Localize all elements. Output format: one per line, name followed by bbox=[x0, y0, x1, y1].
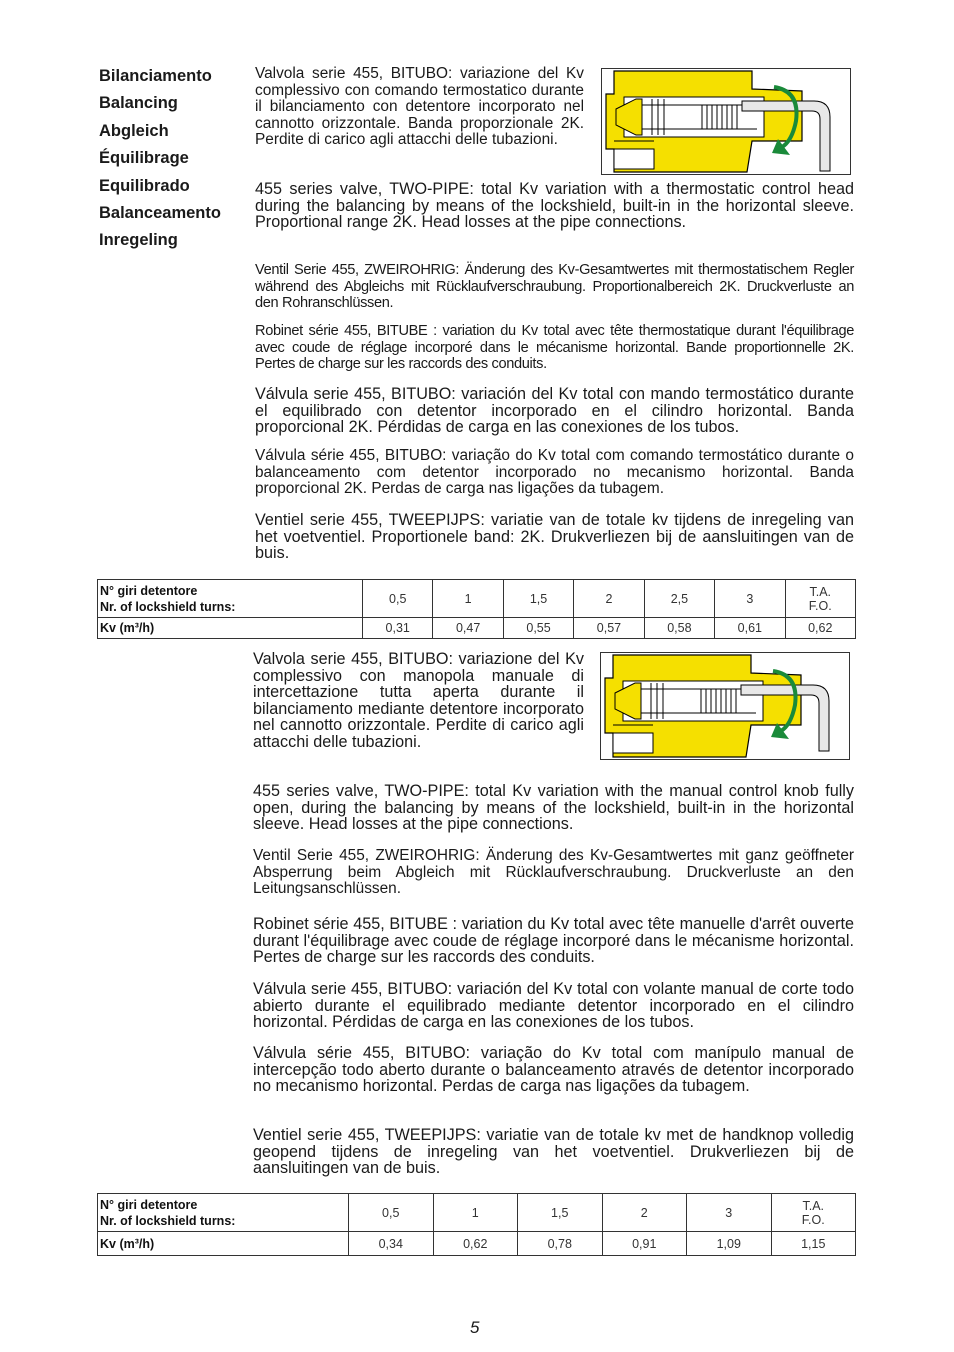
kv-cell: 0,31 bbox=[363, 618, 433, 639]
kv-cell: 0,57 bbox=[574, 618, 644, 639]
turns-cell: 0,5 bbox=[363, 580, 433, 618]
kv-cell: 0,34 bbox=[349, 1232, 434, 1256]
turns-cell: 1 bbox=[433, 1194, 518, 1232]
kv-label-cell: Kv (m³/h) bbox=[98, 618, 363, 639]
turns-cell: 3 bbox=[687, 1194, 772, 1232]
turns-cell: 0,5 bbox=[349, 1194, 434, 1232]
turns-cell: 1,5 bbox=[518, 1194, 603, 1232]
heading-de: Abgleich bbox=[99, 121, 169, 140]
section1-text-nl: Ventiel serie 455, TWEEPIJPS: variatie van de totale kv tijdens de inregeling van het voetventiel. Proportionele band: 2K. Drukverliezen bij de aansluitingen van de buis. bbox=[255, 511, 854, 563]
turns-cell: 3 bbox=[715, 580, 785, 618]
section1-text-fr: Robinet série 455, BITUBE : variation du Kv total avec tête thermostatique durant l'équilibrage avec coude de réglage incorporé dans le mécanisme horizontal. Bande proportionnelle 2K. Pertes de charge sur les raccords des conduits. bbox=[255, 323, 854, 373]
kv-table-manual bbox=[97, 1193, 856, 1256]
section2-text-pt: Válvula série 455, BITUBO: variação do Kv total com manípulo manual de intercepção todo aberto durante o balanceamento através de detentor incorporado no mecanismo horizontal. Perdas de carga nas ligações da tubagem. bbox=[253, 1044, 854, 1096]
kv-cell: 0,62 bbox=[433, 1232, 518, 1256]
turns-cell: 2 bbox=[602, 1194, 687, 1232]
section1-text-es: Válvula serie 455, BITUBO: variación del Kv total con mando termostático durante el equilibrado con detentor incorporado en el cilindro horizontal. Banda proporcional 2K. Pérdidas de carga en las conexiones de los tubos. bbox=[255, 385, 854, 437]
kv-table-thermostatic bbox=[97, 579, 856, 639]
turns-cell: 2,5 bbox=[644, 580, 714, 618]
section2-text-en: 455 series valve, TWO-PIPE: total Kv variation with the manual control knob fully open, during the balancing by means of the lockshield, built-in in the horizontal sleeve. Head losses at the pipe connections. bbox=[253, 782, 854, 834]
kv-cell: 0,91 bbox=[602, 1232, 687, 1256]
section2-text-it: Valvola serie 455, BITUBO: variazione del Kv complessivo con manopola manuale di intercettazione tutta aperta durante il bilanciamento mediante detentore incorporato nel cannotto orizzontale. Perdite di carico agli attacchi delle tubazioni. bbox=[253, 650, 584, 751]
section-headings bbox=[99, 63, 249, 255]
heading-fr: Équilibrage bbox=[99, 149, 189, 168]
turns-label-cell: N° giri detentore Nr. of lockshield turns: bbox=[98, 1194, 349, 1232]
kv-cell: 0,47 bbox=[433, 618, 503, 639]
section2-text-nl: Ventiel serie 455, TWEEPIJPS: variatie van de totale kv met de handknop volledig geopend tijdens de inregeling van het voetventiel. Drukverliezen bij de aansluitingen van de buis. bbox=[253, 1126, 854, 1178]
kv-cell: 0,62 bbox=[785, 618, 855, 639]
heading-en: Balancing bbox=[99, 94, 178, 113]
kv-label-cell: Kv (m³/h) bbox=[98, 1232, 349, 1256]
valve-figure-manual bbox=[600, 652, 850, 760]
turns-cell-fully-open: T.A. F.O. bbox=[771, 1194, 856, 1232]
heading-nl: Inregeling bbox=[99, 231, 178, 250]
page-number: 5 bbox=[470, 1318, 480, 1337]
section2-text-fr: Robinet série 455, BITUBE : variation du Kv total avec tête manuelle d'arrêt ouverte durant l'équilibrage avec coude de réglage incorporé dans le mécanisme horizontal. Pertes de charge sur les raccords des conduits. bbox=[253, 915, 854, 967]
kv-cell: 0,55 bbox=[503, 618, 573, 639]
section1-text-it: Valvola serie 455, BITUBO: variazione del Kv complessivo con comando termostatico durante il bilanciamento con detentore incorporato nel cannotto orizzontale. Banda proporzionale 2K. Perdite di carico agli attacchi delle tubazioni. bbox=[255, 65, 584, 149]
kv-cell: 0,78 bbox=[518, 1232, 603, 1256]
section1-text-en: 455 series valve, TWO-PIPE: total Kv variation with a thermostatic control head during the balancing by means of the lockshield, built-in in the horizontal sleeve. Proportional range 2K. Head losses at the pipe connections. bbox=[255, 180, 854, 232]
turns-label-cell: N° giri detentore Nr. of lockshield turns: bbox=[98, 580, 363, 618]
kv-cell: 1,15 bbox=[771, 1232, 856, 1256]
heading-it: Bilanciamento bbox=[99, 67, 212, 85]
kv-cell: 0,61 bbox=[715, 618, 785, 639]
valve-figure-thermostatic bbox=[601, 68, 851, 175]
turns-cell: 2 bbox=[574, 580, 644, 618]
kv-cell: 0,58 bbox=[644, 618, 714, 639]
section2-text-es: Válvula serie 455, BITUBO: variación del Kv total con volante manual de corte todo abierto durante el equilibrado mediante detentor incorporado en el cilindro horizontal. Pérdidas de carga en las conexiones de los tubos. bbox=[253, 980, 854, 1032]
valve-cross-section-icon bbox=[605, 655, 801, 757]
section1-text-de: Ventil Serie 455, ZWEIROHRIG: Änderung des Kv-Gesamtwertes mit thermostatischem Regler während des Abgleichs mit Rücklaufverschraubung. Proportionalbereich 2K. Druckverluste an den Rohranschlüssen. bbox=[255, 262, 854, 312]
turns-cell: 1,5 bbox=[503, 580, 573, 618]
turns-cell-fully-open: T.A. F.O. bbox=[785, 580, 855, 618]
heading-es: Equilibrado bbox=[99, 176, 190, 195]
turns-cell: 1 bbox=[433, 580, 503, 618]
heading-pt: Balanceamento bbox=[99, 204, 221, 223]
kv-cell: 1,09 bbox=[687, 1232, 772, 1256]
section1-text-pt: Válvula série 455, BITUBO: variação do Kv total com comando termostático durante o balanceamento com detentor incorporado no mecanismo horizontal. Banda proporcional 2K. Perdas de carga nas ligações da tubagem. bbox=[255, 447, 854, 498]
section2-text-de: Ventil Serie 455, ZWEIROHRIG: Änderung des Kv-Gesamtwertes mit ganz geöffneter Absperrung beim Abgleich mit Rücklaufverschraubung. Druckverluste an den Leitungsanschlüssen. bbox=[253, 847, 854, 898]
valve-cross-section-icon bbox=[606, 71, 802, 172]
